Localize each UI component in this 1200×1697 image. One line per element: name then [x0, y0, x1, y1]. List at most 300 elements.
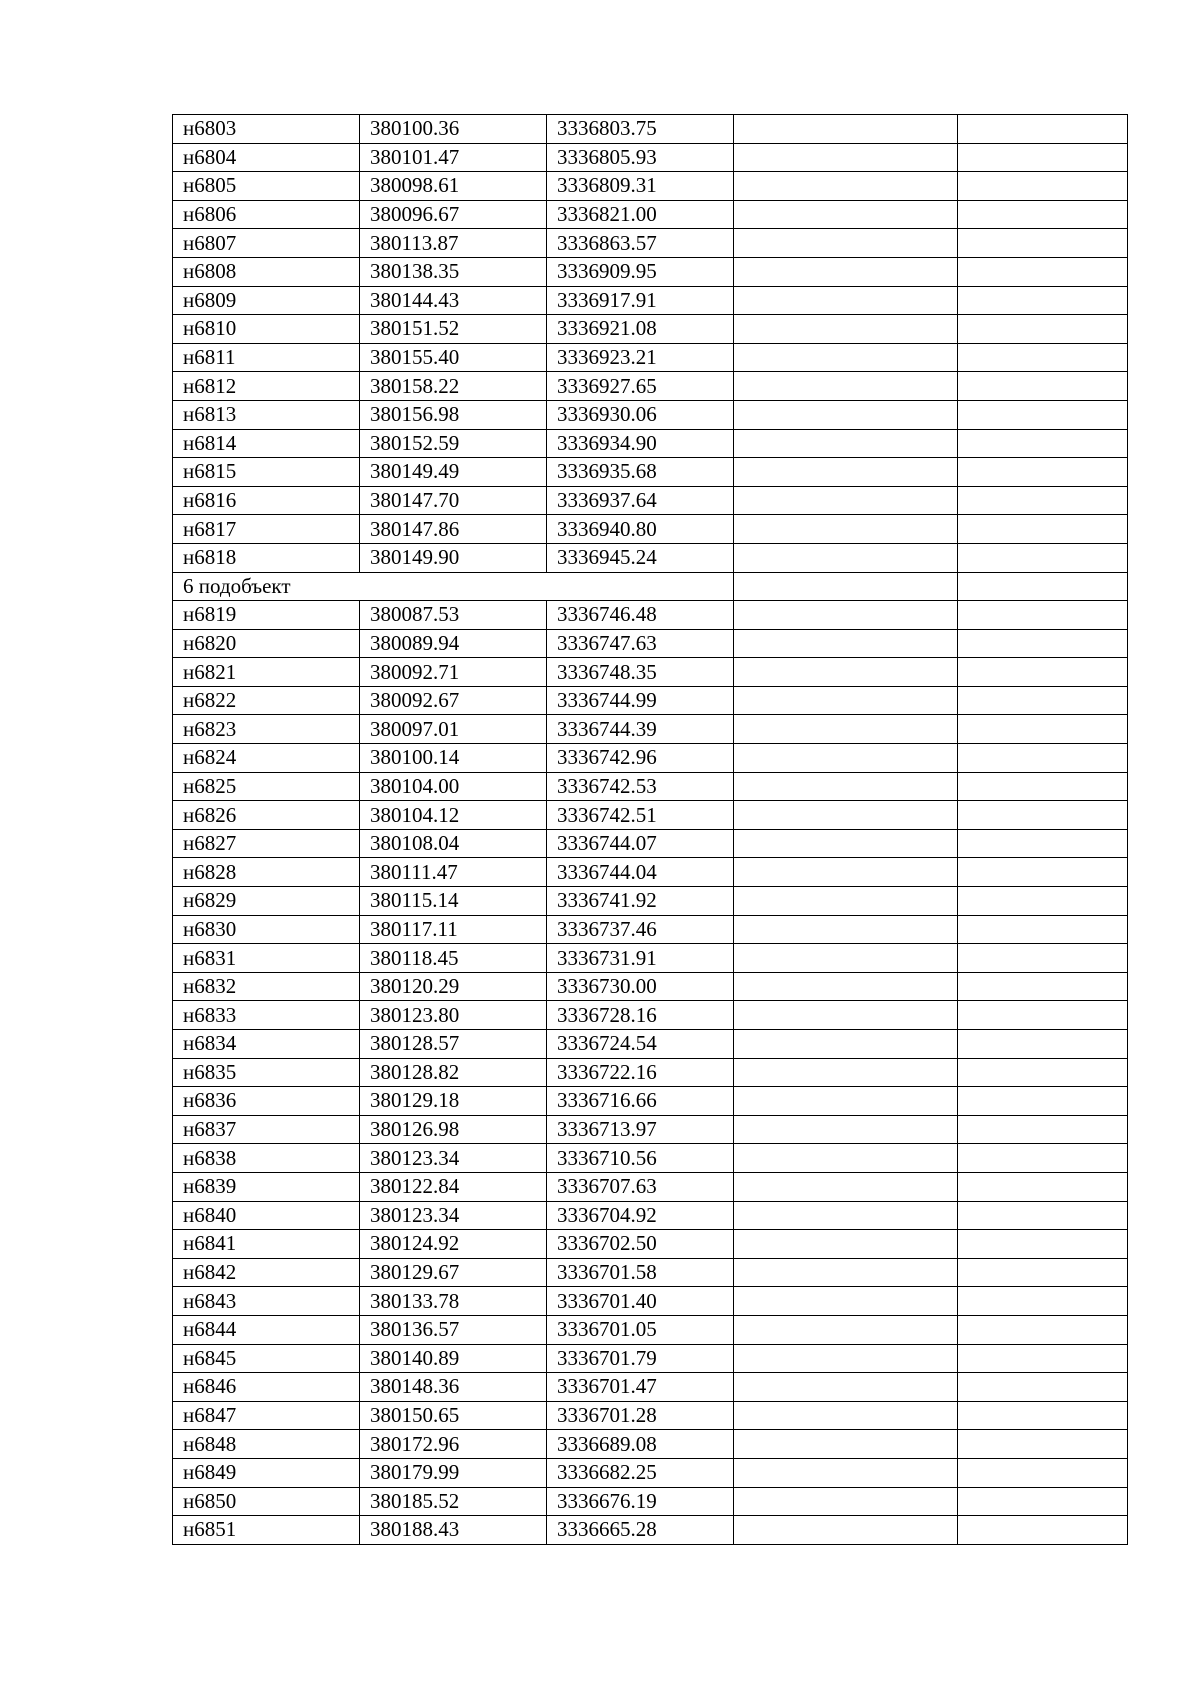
- y-coordinate-cell: 3336742.51: [547, 801, 734, 830]
- table-row: [173, 887, 1128, 916]
- col4-cell: [734, 1230, 958, 1259]
- table-row: [173, 286, 1128, 315]
- y-coordinate-cell: 3336737.46: [547, 915, 734, 944]
- x-coordinate-cell: 380144.43: [360, 286, 547, 315]
- point-id-cell: н6838: [173, 1144, 360, 1173]
- col4-cell: [734, 1001, 958, 1030]
- table-row: [173, 115, 1128, 144]
- table-row: [173, 400, 1128, 429]
- x-coordinate-cell: 380126.98: [360, 1115, 547, 1144]
- point-id-cell: н6807: [173, 229, 360, 258]
- point-id-cell: н6840: [173, 1201, 360, 1230]
- table-row: [173, 1030, 1128, 1059]
- col5-cell: [958, 286, 1128, 315]
- y-coordinate-cell: 3336937.64: [547, 486, 734, 515]
- col5-cell: [958, 944, 1128, 973]
- point-id-cell: н6843: [173, 1287, 360, 1316]
- col4-cell: [734, 887, 958, 916]
- y-coordinate-cell: 3336744.04: [547, 858, 734, 887]
- x-coordinate-cell: 380158.22: [360, 372, 547, 401]
- table-row: [173, 1516, 1128, 1545]
- col4-cell: [734, 715, 958, 744]
- point-id-cell: н6817: [173, 515, 360, 544]
- x-coordinate-cell: 380155.40: [360, 343, 547, 372]
- point-id-cell: н6825: [173, 772, 360, 801]
- y-coordinate-cell: 3336741.92: [547, 887, 734, 916]
- y-coordinate-cell: 3336930.06: [547, 400, 734, 429]
- col5-cell: [958, 200, 1128, 229]
- col4-cell: [734, 572, 958, 601]
- col5-cell: [958, 458, 1128, 487]
- col5-cell: [958, 1144, 1128, 1173]
- y-coordinate-cell: 3336701.40: [547, 1287, 734, 1316]
- col5-cell: [958, 1373, 1128, 1402]
- table-body: [173, 115, 1128, 1545]
- col4-cell: [734, 372, 958, 401]
- table-row: [173, 200, 1128, 229]
- col4-cell: [734, 1144, 958, 1173]
- table-row: [173, 229, 1128, 258]
- col5-cell: [958, 115, 1128, 144]
- col4-cell: [734, 1287, 958, 1316]
- y-coordinate-cell: 3336682.25: [547, 1458, 734, 1487]
- point-id-cell: н6826: [173, 801, 360, 830]
- col5-cell: [958, 1458, 1128, 1487]
- point-id-cell: н6851: [173, 1516, 360, 1545]
- col5-cell: [958, 515, 1128, 544]
- x-coordinate-cell: 380118.45: [360, 944, 547, 973]
- y-coordinate-cell: 3336722.16: [547, 1058, 734, 1087]
- col4-cell: [734, 1430, 958, 1459]
- point-id-cell: н6849: [173, 1458, 360, 1487]
- y-coordinate-cell: 3336803.75: [547, 115, 734, 144]
- y-coordinate-cell: 3336724.54: [547, 1030, 734, 1059]
- col4-cell: [734, 286, 958, 315]
- col5-cell: [958, 1230, 1128, 1259]
- table-row: [173, 629, 1128, 658]
- point-id-cell: н6806: [173, 200, 360, 229]
- col4-cell: [734, 1087, 958, 1116]
- table-row: [173, 1001, 1128, 1030]
- x-coordinate-cell: 380100.36: [360, 115, 547, 144]
- col5-cell: [958, 915, 1128, 944]
- table-row: [173, 1401, 1128, 1430]
- col5-cell: [958, 972, 1128, 1001]
- table-row: [173, 1344, 1128, 1373]
- col5-cell: [958, 1115, 1128, 1144]
- y-coordinate-cell: 3336805.93: [547, 143, 734, 172]
- col4-cell: [734, 515, 958, 544]
- x-coordinate-cell: 380129.18: [360, 1087, 547, 1116]
- col5-cell: [958, 629, 1128, 658]
- col4-cell: [734, 1487, 958, 1516]
- point-id-cell: н6850: [173, 1487, 360, 1516]
- point-id-cell: н6805: [173, 172, 360, 201]
- table-row: [173, 1115, 1128, 1144]
- table-row: [173, 1458, 1128, 1487]
- table-row: [173, 372, 1128, 401]
- table-row: [173, 915, 1128, 944]
- table-row: [173, 686, 1128, 715]
- point-id-cell: н6804: [173, 143, 360, 172]
- point-id-cell: н6812: [173, 372, 360, 401]
- col4-cell: [734, 1172, 958, 1201]
- col4-cell: [734, 1201, 958, 1230]
- col5-cell: [958, 601, 1128, 630]
- col5-cell: [958, 429, 1128, 458]
- y-coordinate-cell: 3336701.79: [547, 1344, 734, 1373]
- x-coordinate-cell: 380123.34: [360, 1144, 547, 1173]
- col5-cell: [958, 1087, 1128, 1116]
- col5-cell: [958, 829, 1128, 858]
- col4-cell: [734, 658, 958, 687]
- section-row: [173, 572, 1128, 601]
- col4-cell: [734, 429, 958, 458]
- col5-cell: [958, 1030, 1128, 1059]
- col5-cell: [958, 1258, 1128, 1287]
- col5-cell: [958, 858, 1128, 887]
- col5-cell: [958, 1516, 1128, 1545]
- col4-cell: [734, 400, 958, 429]
- col4-cell: [734, 1258, 958, 1287]
- x-coordinate-cell: 380136.57: [360, 1315, 547, 1344]
- y-coordinate-cell: 3336744.39: [547, 715, 734, 744]
- col4-cell: [734, 315, 958, 344]
- col5-cell: [958, 1172, 1128, 1201]
- x-coordinate-cell: 380129.67: [360, 1258, 547, 1287]
- y-coordinate-cell: 3336676.19: [547, 1487, 734, 1516]
- col5-cell: [958, 572, 1128, 601]
- y-coordinate-cell: 3336742.96: [547, 744, 734, 773]
- col5-cell: [958, 715, 1128, 744]
- col5-cell: [958, 1430, 1128, 1459]
- y-coordinate-cell: 3336702.50: [547, 1230, 734, 1259]
- table-row: [173, 257, 1128, 286]
- y-coordinate-cell: 3336701.05: [547, 1315, 734, 1344]
- x-coordinate-cell: 380148.36: [360, 1373, 547, 1402]
- y-coordinate-cell: 3336689.08: [547, 1430, 734, 1459]
- point-id-cell: н6822: [173, 686, 360, 715]
- y-coordinate-cell: 3336730.00: [547, 972, 734, 1001]
- point-id-cell: н6809: [173, 286, 360, 315]
- y-coordinate-cell: 3336728.16: [547, 1001, 734, 1030]
- point-id-cell: н6848: [173, 1430, 360, 1459]
- col5-cell: [958, 486, 1128, 515]
- y-coordinate-cell: 3336744.07: [547, 829, 734, 858]
- x-coordinate-cell: 380123.80: [360, 1001, 547, 1030]
- point-id-cell: н6836: [173, 1087, 360, 1116]
- x-coordinate-cell: 380115.14: [360, 887, 547, 916]
- point-id-cell: н6814: [173, 429, 360, 458]
- x-coordinate-cell: 380120.29: [360, 972, 547, 1001]
- col5-cell: [958, 1344, 1128, 1373]
- y-coordinate-cell: 3336665.28: [547, 1516, 734, 1545]
- x-coordinate-cell: 380097.01: [360, 715, 547, 744]
- y-coordinate-cell: 3336923.21: [547, 343, 734, 372]
- col4-cell: [734, 744, 958, 773]
- col5-cell: [958, 1201, 1128, 1230]
- y-coordinate-cell: 3336863.57: [547, 229, 734, 258]
- point-id-cell: н6832: [173, 972, 360, 1001]
- table-row: [173, 829, 1128, 858]
- table-row: [173, 486, 1128, 515]
- y-coordinate-cell: 3336945.24: [547, 543, 734, 572]
- x-coordinate-cell: 380087.53: [360, 601, 547, 630]
- point-id-cell: н6835: [173, 1058, 360, 1087]
- x-coordinate-cell: 380150.65: [360, 1401, 547, 1430]
- x-coordinate-cell: 380096.67: [360, 200, 547, 229]
- col4-cell: [734, 972, 958, 1001]
- y-coordinate-cell: 3336704.92: [547, 1201, 734, 1230]
- table-row: [173, 801, 1128, 830]
- point-id-cell: н6813: [173, 400, 360, 429]
- y-coordinate-cell: 3336713.97: [547, 1115, 734, 1144]
- col4-cell: [734, 486, 958, 515]
- col4-cell: [734, 829, 958, 858]
- point-id-cell: н6839: [173, 1172, 360, 1201]
- col4-cell: [734, 686, 958, 715]
- x-coordinate-cell: 380140.89: [360, 1344, 547, 1373]
- x-coordinate-cell: 380111.47: [360, 858, 547, 887]
- point-id-cell: н6810: [173, 315, 360, 344]
- table-row: [173, 1430, 1128, 1459]
- point-id-cell: н6821: [173, 658, 360, 687]
- point-id-cell: н6818: [173, 543, 360, 572]
- col4-cell: [734, 944, 958, 973]
- point-id-cell: н6841: [173, 1230, 360, 1259]
- point-id-cell: н6803: [173, 115, 360, 144]
- y-coordinate-cell: 3336921.08: [547, 315, 734, 344]
- col5-cell: [958, 172, 1128, 201]
- col5-cell: [958, 1315, 1128, 1344]
- col5-cell: [958, 686, 1128, 715]
- col4-cell: [734, 1115, 958, 1144]
- y-coordinate-cell: 3336934.90: [547, 429, 734, 458]
- table-row: [173, 1315, 1128, 1344]
- col4-cell: [734, 1401, 958, 1430]
- table-row: [173, 172, 1128, 201]
- table-row: [173, 858, 1128, 887]
- x-coordinate-cell: 380152.59: [360, 429, 547, 458]
- x-coordinate-cell: 380122.84: [360, 1172, 547, 1201]
- x-coordinate-cell: 380149.90: [360, 543, 547, 572]
- col5-cell: [958, 1058, 1128, 1087]
- x-coordinate-cell: 380147.86: [360, 515, 547, 544]
- point-id-cell: н6820: [173, 629, 360, 658]
- table-row: [173, 1487, 1128, 1516]
- y-coordinate-cell: 3336935.68: [547, 458, 734, 487]
- col5-cell: [958, 315, 1128, 344]
- col4-cell: [734, 858, 958, 887]
- x-coordinate-cell: 380104.00: [360, 772, 547, 801]
- y-coordinate-cell: 3336940.80: [547, 515, 734, 544]
- col4-cell: [734, 543, 958, 572]
- x-coordinate-cell: 380123.34: [360, 1201, 547, 1230]
- y-coordinate-cell: 3336701.58: [547, 1258, 734, 1287]
- col4-cell: [734, 172, 958, 201]
- section-label: 6 подобъект: [173, 572, 734, 601]
- point-id-cell: н6823: [173, 715, 360, 744]
- col4-cell: [734, 915, 958, 944]
- col4-cell: [734, 1344, 958, 1373]
- x-coordinate-cell: 380092.67: [360, 686, 547, 715]
- y-coordinate-cell: 3336707.63: [547, 1172, 734, 1201]
- x-coordinate-cell: 380133.78: [360, 1287, 547, 1316]
- col5-cell: [958, 658, 1128, 687]
- table-row: [173, 944, 1128, 973]
- col5-cell: [958, 1001, 1128, 1030]
- table-row: [173, 143, 1128, 172]
- point-id-cell: н6837: [173, 1115, 360, 1144]
- y-coordinate-cell: 3336927.65: [547, 372, 734, 401]
- y-coordinate-cell: 3336701.28: [547, 1401, 734, 1430]
- table-row: [173, 1258, 1128, 1287]
- col5-cell: [958, 744, 1128, 773]
- y-coordinate-cell: 3336716.66: [547, 1087, 734, 1116]
- y-coordinate-cell: 3336747.63: [547, 629, 734, 658]
- x-coordinate-cell: 380128.82: [360, 1058, 547, 1087]
- col5-cell: [958, 143, 1128, 172]
- col5-cell: [958, 1401, 1128, 1430]
- col5-cell: [958, 543, 1128, 572]
- y-coordinate-cell: 3336909.95: [547, 257, 734, 286]
- table-row: [173, 1373, 1128, 1402]
- y-coordinate-cell: 3336731.91: [547, 944, 734, 973]
- col4-cell: [734, 1458, 958, 1487]
- y-coordinate-cell: 3336701.47: [547, 1373, 734, 1402]
- table-row: [173, 1144, 1128, 1173]
- col4-cell: [734, 1315, 958, 1344]
- table-row: [173, 343, 1128, 372]
- x-coordinate-cell: 380113.87: [360, 229, 547, 258]
- col4-cell: [734, 143, 958, 172]
- y-coordinate-cell: 3336821.00: [547, 200, 734, 229]
- x-coordinate-cell: 380179.99: [360, 1458, 547, 1487]
- col5-cell: [958, 372, 1128, 401]
- x-coordinate-cell: 380117.11: [360, 915, 547, 944]
- x-coordinate-cell: 380089.94: [360, 629, 547, 658]
- x-coordinate-cell: 380101.47: [360, 143, 547, 172]
- col4-cell: [734, 629, 958, 658]
- x-coordinate-cell: 380188.43: [360, 1516, 547, 1545]
- point-id-cell: н6830: [173, 915, 360, 944]
- x-coordinate-cell: 380108.04: [360, 829, 547, 858]
- y-coordinate-cell: 3336748.35: [547, 658, 734, 687]
- x-coordinate-cell: 380147.70: [360, 486, 547, 515]
- point-id-cell: н6834: [173, 1030, 360, 1059]
- point-id-cell: н6819: [173, 601, 360, 630]
- y-coordinate-cell: 3336742.53: [547, 772, 734, 801]
- col4-cell: [734, 1516, 958, 1545]
- table-row: [173, 744, 1128, 773]
- table-row: [173, 715, 1128, 744]
- x-coordinate-cell: 380149.49: [360, 458, 547, 487]
- col5-cell: [958, 801, 1128, 830]
- col5-cell: [958, 400, 1128, 429]
- table-row: [173, 972, 1128, 1001]
- point-id-cell: н6842: [173, 1258, 360, 1287]
- point-id-cell: н6833: [173, 1001, 360, 1030]
- x-coordinate-cell: 380138.35: [360, 257, 547, 286]
- col4-cell: [734, 1058, 958, 1087]
- point-id-cell: н6829: [173, 887, 360, 916]
- y-coordinate-cell: 3336809.31: [547, 172, 734, 201]
- point-id-cell: н6816: [173, 486, 360, 515]
- col4-cell: [734, 601, 958, 630]
- y-coordinate-cell: 3336917.91: [547, 286, 734, 315]
- x-coordinate-cell: 380100.14: [360, 744, 547, 773]
- x-coordinate-cell: 380104.12: [360, 801, 547, 830]
- point-id-cell: н6811: [173, 343, 360, 372]
- point-id-cell: н6827: [173, 829, 360, 858]
- col5-cell: [958, 1287, 1128, 1316]
- col4-cell: [734, 801, 958, 830]
- x-coordinate-cell: 380156.98: [360, 400, 547, 429]
- y-coordinate-cell: 3336744.99: [547, 686, 734, 715]
- table-row: [173, 1287, 1128, 1316]
- col5-cell: [958, 343, 1128, 372]
- table-row: [173, 658, 1128, 687]
- x-coordinate-cell: 380172.96: [360, 1430, 547, 1459]
- y-coordinate-cell: 3336710.56: [547, 1144, 734, 1173]
- point-id-cell: н6844: [173, 1315, 360, 1344]
- col4-cell: [734, 772, 958, 801]
- col4-cell: [734, 115, 958, 144]
- x-coordinate-cell: 380128.57: [360, 1030, 547, 1059]
- point-id-cell: н6847: [173, 1401, 360, 1430]
- y-coordinate-cell: 3336746.48: [547, 601, 734, 630]
- col4-cell: [734, 229, 958, 258]
- point-id-cell: н6846: [173, 1373, 360, 1402]
- col4-cell: [734, 458, 958, 487]
- table-row: [173, 515, 1128, 544]
- coordinates-table: [172, 114, 1128, 1545]
- point-id-cell: н6824: [173, 744, 360, 773]
- x-coordinate-cell: 380151.52: [360, 315, 547, 344]
- table-row: [173, 315, 1128, 344]
- x-coordinate-cell: 380185.52: [360, 1487, 547, 1516]
- table-row: [173, 458, 1128, 487]
- table-row: [173, 601, 1128, 630]
- table-row: [173, 1087, 1128, 1116]
- table-row: [173, 772, 1128, 801]
- col5-cell: [958, 229, 1128, 258]
- col4-cell: [734, 343, 958, 372]
- point-id-cell: н6808: [173, 257, 360, 286]
- point-id-cell: н6831: [173, 944, 360, 973]
- col4-cell: [734, 200, 958, 229]
- col5-cell: [958, 772, 1128, 801]
- table-row: [173, 543, 1128, 572]
- col4-cell: [734, 257, 958, 286]
- table-row: [173, 1058, 1128, 1087]
- col5-cell: [958, 1487, 1128, 1516]
- table-row: [173, 429, 1128, 458]
- table-row: [173, 1201, 1128, 1230]
- x-coordinate-cell: 380124.92: [360, 1230, 547, 1259]
- x-coordinate-cell: 380092.71: [360, 658, 547, 687]
- x-coordinate-cell: 380098.61: [360, 172, 547, 201]
- col5-cell: [958, 887, 1128, 916]
- point-id-cell: н6815: [173, 458, 360, 487]
- col4-cell: [734, 1373, 958, 1402]
- point-id-cell: н6828: [173, 858, 360, 887]
- point-id-cell: н6845: [173, 1344, 360, 1373]
- table-row: [173, 1230, 1128, 1259]
- col5-cell: [958, 257, 1128, 286]
- col4-cell: [734, 1030, 958, 1059]
- table-row: [173, 1172, 1128, 1201]
